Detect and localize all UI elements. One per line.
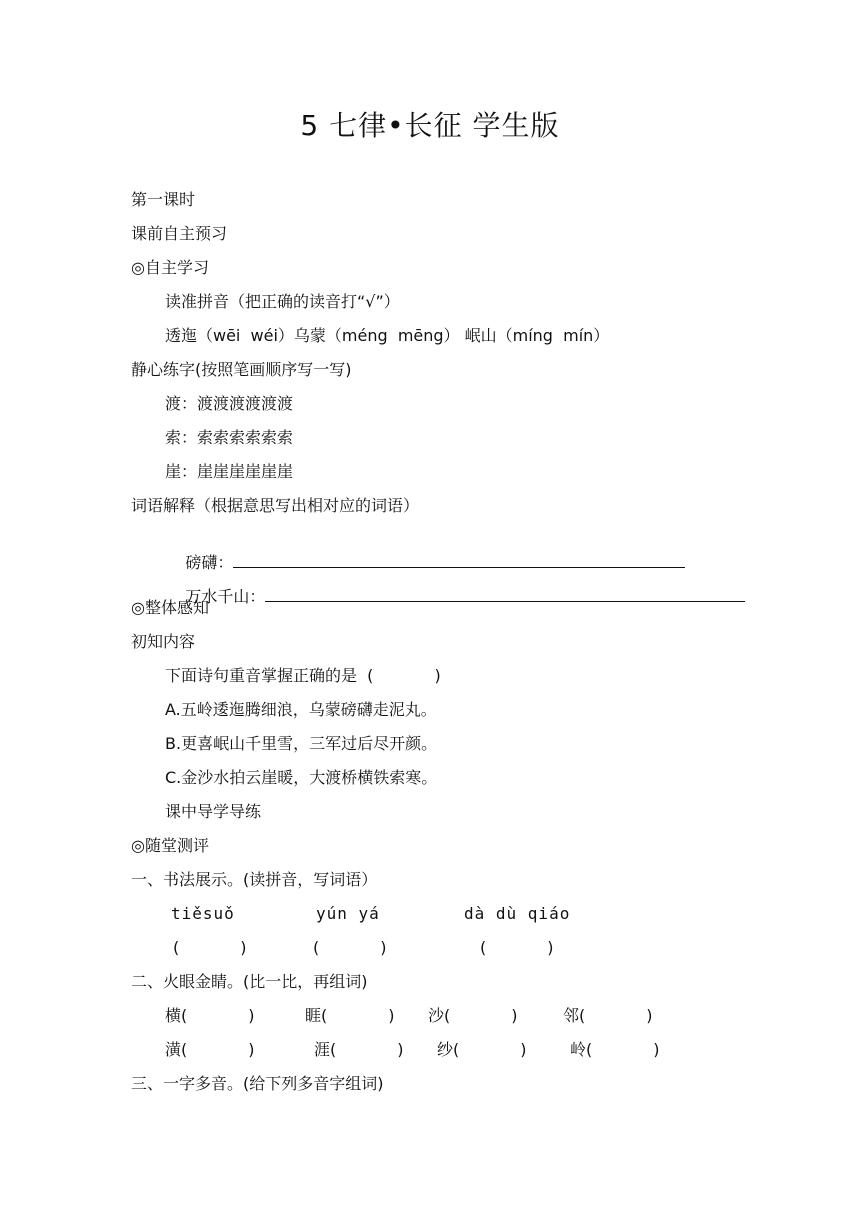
vocab-heading: 词语解释（根据意思写出相对应的词语）	[131, 496, 420, 515]
q1-pinyin-1: tiěsuǒ	[171, 904, 235, 923]
q2-row1-item-1[interactable]: 横( )	[165, 1006, 255, 1025]
lesson-label: 第一课时	[131, 190, 196, 209]
q1-blank-1[interactable]: ( )	[173, 938, 247, 957]
q1-blank-2[interactable]: ( )	[313, 938, 387, 957]
char-practice-du: 渡：渡渡渡渡渡渡	[165, 394, 294, 413]
option-b: B.更喜岷山千里雪，三军过后尽开颜。	[165, 734, 438, 753]
pinyin-choices: 透迤（wēi wéi）乌蒙（méng mēng） 岷山（míng mín）	[165, 326, 610, 345]
q2-row1-item-4[interactable]: 邻( )	[563, 1006, 653, 1025]
vocab-item-2	[165, 563, 745, 630]
writing-heading: 静心练字(按照笔画顺序写一写)	[131, 360, 352, 379]
vocab-1-label: 磅礴：	[185, 553, 234, 572]
q1-heading: 一、书法展示。(读拼音，写词语）	[131, 870, 378, 889]
option-c: C.金沙水拍云崖暖，大渡桥横铁索寒。	[165, 768, 438, 787]
q2-row1-item-3[interactable]: 沙( )	[428, 1006, 518, 1025]
q2-row2-item-3[interactable]: 纱( )	[437, 1040, 527, 1059]
overall-heading: ◎整体感知	[131, 598, 209, 617]
document-title: 5 七律•长征 学生版	[300, 109, 560, 142]
q2-row2-item-2[interactable]: 涯( )	[314, 1040, 404, 1059]
q2-heading: 二、火眼金睛。(比一比，再组词)	[131, 972, 368, 991]
q3-heading: 三、一字多音。(给下列多音字组词)	[131, 1074, 384, 1093]
vocab-2-label: 万水千山：	[185, 587, 266, 606]
q2-row2-item-4[interactable]: 岭( )	[570, 1040, 660, 1059]
self-study-heading: ◎自主学习	[131, 258, 209, 277]
pinyin-instruction: 读准拼音（把正确的读音打“√”）	[165, 292, 400, 311]
q1-blank-3[interactable]: ( )	[480, 938, 554, 957]
vocab-2-answer-line[interactable]	[265, 585, 745, 602]
pre-study-heading: 课前自主预习	[131, 224, 228, 243]
test-heading: ◎随堂测评	[131, 836, 209, 855]
char-practice-suo: 索：索索索索索索	[165, 428, 294, 447]
q1-pinyin-2: yún yá	[316, 904, 380, 923]
guide-heading: 课中导学导练	[165, 802, 262, 821]
q1-pinyin-3: dà dù qiáo	[464, 904, 571, 923]
q2-row1-item-2[interactable]: 睚( )	[305, 1006, 395, 1025]
question-text: 下面诗句重音掌握正确的是 ( )	[165, 666, 441, 685]
option-a: A.五岭逶迤腾细浪，乌蒙磅礴走泥丸。	[165, 700, 437, 719]
char-practice-ya: 崖：崖崖崖崖崖崖	[165, 462, 294, 481]
q2-row2-item-1[interactable]: 潢( )	[165, 1040, 255, 1059]
first-know-heading: 初知内容	[131, 632, 196, 651]
